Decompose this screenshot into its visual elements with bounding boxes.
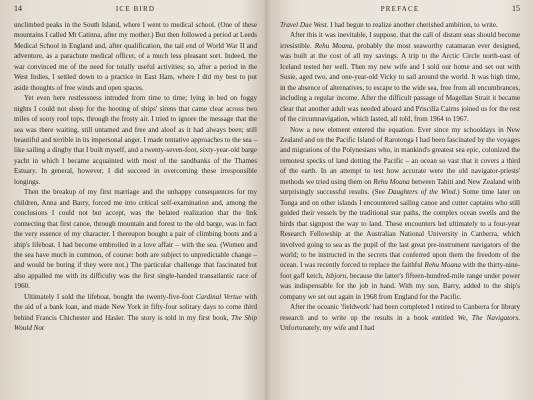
left-running-head: ICE BIRD: [115, 5, 156, 13]
right-page-number: 15: [512, 4, 520, 13]
paragraph: After the oceanic 'fieldwork' had been completed I retired to Canberra for library research and to write up the results in a book entitled We, The Navigators. Unfortunately, my wife and I had: [280, 303, 520, 333]
right-page-body: [280, 20, 520, 334]
right-page-header: [280, 4, 520, 20]
paragraph: Travel Due West. I had begun to realize another cherished ambition, to write.: [280, 21, 498, 29]
left-page-number: 14: [14, 4, 22, 13]
left-page-body: [14, 20, 257, 334]
paragraph: Now a new element entered the equation. Ever since my schooldays in New Zealand and on the Pacific Island of Rarotonga I had been fascinated by the voyages and migrations of the Polynesians who, in mankind's greatest sea epic, colonized the remotest specks of land dotting the Pacific – an ocean so vast that it covers a third of the earth. In an attempt to test how accurate were the old navigator-priests' methods we tried using them on Rehu Moana between Tahiti and New Zealand with surprisingly successful results. (See Daughters of the Wind.) Some time later on Tonga and on other islands I encountered sailing canoe and cutter captains who still guided their vessels by the traditional star paths, the complex ocean swells and the birds that signpost the way to land. These encounters led ultimately to a four-year Research Fellowship at the Australian National University in Canberra, which involved going to sea as the pupil of the last great pre-instrument navigators of the world; to be instructed in the secrets that conferred upon them the freedom of the ocean. I was recently forced to replace the faithful Rehu Moana with the thirty-nine-foot gaff ketch, Isbjorn, because the latter's fifteen-hundred-mile range under power was indispensable for the job in hand. With my son, Barry, added to the ship's company we set out again in 1968 from England for the Pacific.: [280, 125, 520, 301]
paragraph: Then the breakup of my first marriage and the unhappy consequences for my children, Anna and Barry, forced me into critical self-examination and, among the conclusions I could not but accept, was the belated realization that the link connecting that first canoe, through mountain and forest to the old barge, was in fact the very essence of my character. I thereupon bought a pair of climbing boots and a ship's lifeboat. I had become embroiled in a love affair – with the sea. (Women and the sea have much in common, of course: both are subject to unpredictable change – and would be boring if they were not.) The particular challenge that fascinated but also appalled me with its difficulty was the first single-handed transatlantic race of 1960.: [14, 188, 257, 291]
paragraph: After this it was inevitable, I suppose, that the call of distant seas should become irresistible. Rehu Moana, probably the most seaworthy catamaran ever designed, was built at the cost of all my savings. A trip to the Arctic Circle north-east of Iceland tested her well. Then my new wife and I sold our home and set out with Susie, aged two, and one-year-old Vicky to sail around the world. It was high time, in the absence of alternatives, to escape to the wide sea, free from all encumbrances, including a regular income. After the difficult passage of Magellan Strait it became clear that another adult was needed aboard and Priscilla Cairns joined us for the rest of the circumnavigation, which lasted, all told, from 1964 to 1967.: [280, 31, 520, 124]
left-page-header: [14, 4, 257, 20]
paragraph: Yet even here restlessness intruded from time to time; lying in bed on foggy nights I could not sleep for the hooting of ships' sirens that came clear across two miles of sooty roof tops, through the frosty air. I tried to ignore the message that the sea was there waiting, still untamed and free and aloof as it had always been; still beautiful and terrible in its impersonal anger. I made tentative approaches to the sea – like sailing a dinghy that I built myself, and a twenty-seven-foot, sixty-year-old barge yacht in which I became acquainted with most of the sandbanks of the Thames Estuary. In general, however, I did succeed in overcoming these irresponsible longings.: [14, 94, 257, 186]
right-running-head: PREFACE: [380, 5, 420, 13]
left-page: [14, 4, 257, 396]
right-page: [280, 4, 520, 396]
paragraph: unclimbed peaks in the South Island, where I went to medical school. (One of these mountains I called Mt Catinna, after my mother.) But then followed a period at Leeds Medical School in England and, after qualification, the tail end of World War II and adventure, as a parachute medical officer, of a much less pleasant sort. Indeed, the war convinced me of the need for totally useful activities; so, after a period in the West Indies, I settled down to a practice in East Ham, where I did my best to put aside thoughts of free winds and open spaces.: [14, 21, 257, 92]
paragraph: Ultimately I sold the lifeboat, bought the twenty-five-foot Cardinal Vertue with the aid of a bank loan, and made New York in fifty-four solitary days to come third behind Francis Chichester and Hasler. The story is told in my first book, The Ship Would Not: [14, 292, 257, 333]
